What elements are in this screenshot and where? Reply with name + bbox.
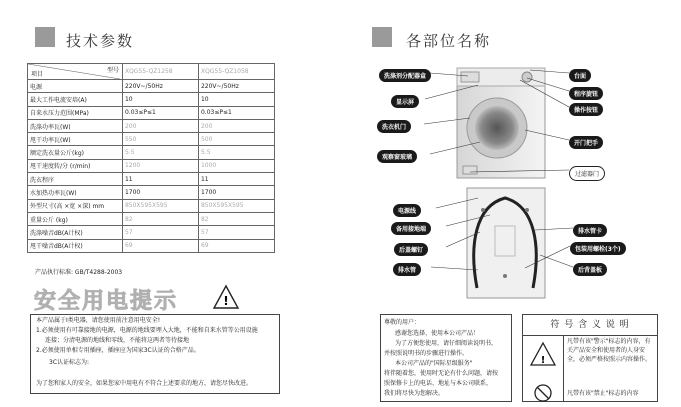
label-power-cord: 电源线 [393, 204, 421, 217]
row-value-1: 82 [122, 212, 198, 225]
label-buttons: 操作按钮 [569, 103, 603, 116]
label-filter-door: 过滤器门 [569, 166, 605, 181]
row-value-2: 0.03≤P≤1 [198, 106, 274, 119]
row-value-2: 220V~/50Hz [198, 80, 274, 93]
svg-text:!: ! [223, 294, 229, 308]
header-item-label: 项目 [31, 71, 44, 78]
safety-item-1: 1.必须使用有可靠接地的电源，电源的地线要埋入大地，不能和自来水管等公用设施 [36, 327, 258, 334]
row-value-2: 69 [198, 239, 274, 252]
row-label: 电源 [28, 80, 123, 93]
row-value-2: 5.5 [198, 146, 274, 159]
row-value-1: 57 [122, 226, 198, 239]
letter-line-1: 感谢您选择、使用本公司产品！ [395, 330, 480, 337]
model-1: XQG55-QZ1258 [122, 64, 198, 80]
row-value-1: 0.03≤P≤1 [122, 106, 198, 119]
row-value-2: 57 [198, 226, 274, 239]
letter-greeting: 尊敬的用户： [384, 319, 421, 326]
label-ground: 备用接地端 [391, 222, 431, 235]
row-label: 额定洗衣量公斤(kg) [28, 146, 123, 159]
label-back-cover: 后背盖板 [573, 263, 607, 276]
row-label: 甩干速度转/分 (r/min) [28, 159, 123, 172]
row-value-2: 10 [198, 93, 274, 106]
label-window-glass: 观察窗玻璃 [377, 150, 417, 163]
label-transport-bolts: 包装用螺栓(3个) [570, 242, 626, 255]
letter-box [380, 314, 512, 402]
safety-item-2: 2.必须使用单相专用插座，插座应为国家3C认证的合格产品。 [36, 347, 200, 354]
header-model-label: 型号 [106, 67, 119, 74]
label-drain-hose: 排水管 [393, 263, 421, 276]
label-hose-clip: 排水管卡 [573, 224, 607, 237]
row-label: 洗涤噪音dB(A计权) [28, 226, 123, 239]
letter-line-2: 为了方便您使用，请仔细阅读说明书， [395, 340, 498, 347]
model-2: XQG55-QZ1058 [198, 64, 274, 80]
letter-line-3: 并按照说明书的步骤进行操作。 [384, 350, 469, 357]
label-program-knob: 程序旋钮 [569, 87, 603, 100]
safety-item-1b: 连接；分清电源的地线和零线，不能将这两者等待接地 [45, 337, 190, 344]
row-value-1: 11 [122, 173, 198, 186]
row-value-1: 850X595X595 [122, 199, 198, 212]
row-value-1: 69 [122, 239, 198, 252]
letter-line-4: 本公司产品的"国际星级服务" [395, 360, 473, 367]
row-value-1: 200 [122, 119, 198, 132]
row-value-2: 11 [198, 173, 274, 186]
safety-item-3c: 3C认证标志为: [49, 359, 90, 366]
parts-title: 各部位名称 [406, 32, 492, 50]
row-value-1: 550 [122, 133, 198, 146]
row-value-1: 5.5 [122, 146, 198, 159]
prohibit-symbol-icon [523, 379, 563, 403]
row-label: 自来水压力范围(MPa) [28, 106, 123, 119]
row-label: 洗衣程序 [28, 173, 123, 186]
label-display: 显示屏 [391, 95, 419, 108]
spec-title: 技术参数 [66, 32, 135, 50]
warning-desc: 凡带有该"警示"标志的内容，有关产品安全和使用者的人身安全，必须严格按照示内容操作。 [567, 338, 652, 363]
symbols-title: 符 号 含 义 说 明 [523, 315, 657, 336]
row-value-2: 1000 [198, 159, 274, 172]
warning-symbol-icon [523, 335, 563, 375]
row-label: 外型尺寸(高 ×宽 ×深) mm [28, 199, 123, 212]
row-label: 水加热功率瓦(W) [28, 186, 123, 199]
safety-title: 安全用电提示 [34, 289, 179, 314]
row-label: 甩干功率瓦(W) [28, 133, 123, 146]
safety-footer: 为了您和家人的安全，如果您家中用电有不符合上述要求的地方，请您尽快改进。 [36, 380, 253, 387]
standard-text: 产品执行标准: GB/T4288-2003 [35, 269, 123, 276]
label-detergent-drawer: 洗涤剂分配器盒 [379, 69, 431, 82]
letter-line-6: 照保修卡上的电话、地址与本公司联系， [384, 380, 493, 387]
label-back-screw: 后盖螺钉 [394, 243, 428, 256]
safety-intro: 本产品属于I类电器，请您使用前注意用电安全! [36, 317, 161, 324]
row-value-1: 10 [122, 93, 198, 106]
row-value-2: 82 [198, 212, 274, 225]
row-label: 最大工作电流安培(A) [28, 93, 123, 106]
row-value-1: 1700 [122, 186, 198, 199]
row-value-1: 1200 [122, 159, 198, 172]
row-value-2: 1700 [198, 186, 274, 199]
row-label: 甩干噪音dB(A计权) [28, 239, 123, 252]
label-door-handle: 开门把手 [569, 136, 603, 149]
label-door: 洗衣机门 [377, 120, 411, 133]
letter-line-5: 将伴随着您，使用时无论有什么问题，请按 [384, 370, 499, 377]
row-value-2: 200 [198, 119, 274, 132]
row-label: 重量公斤 (kg) [28, 212, 123, 225]
label-top: 台面 [569, 69, 591, 82]
symbol-column [523, 335, 564, 401]
prohibit-desc: 凡带有该"禁止"标志的内容 [567, 390, 639, 397]
symbols-box [522, 314, 658, 402]
row-value-1: 220V~/50Hz [122, 80, 198, 93]
svg-text:!: ! [540, 355, 546, 366]
row-value-2: 500 [198, 133, 274, 146]
row-label: 洗涤功率瓦(W) [28, 119, 123, 132]
letter-line-7: 我们将尽快为您解决。 [384, 390, 445, 397]
row-value-2: 850X595X595 [198, 199, 274, 212]
